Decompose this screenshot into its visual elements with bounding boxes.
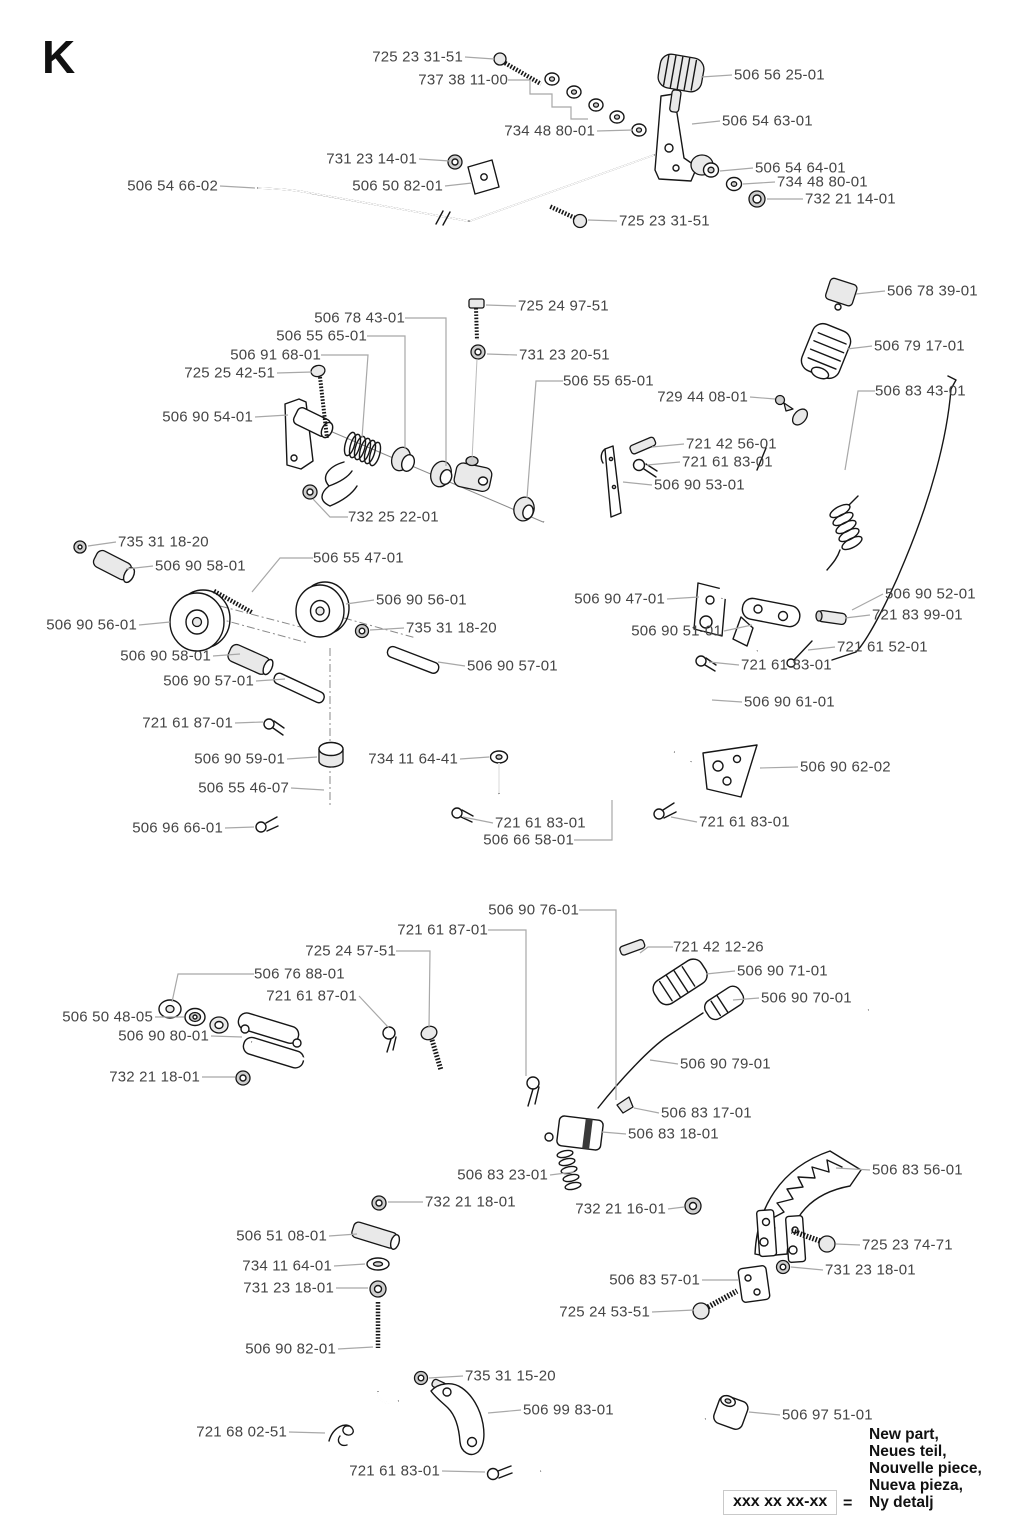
part-label: 506 90 61-01: [744, 693, 835, 711]
part-label: 737 38 11-00: [418, 71, 508, 89]
part-label: 721 61 87-01: [142, 714, 233, 732]
part-label: 721 61 83-01: [741, 656, 832, 674]
leader-line: [465, 57, 494, 59]
part-label: 506 90 58-01: [120, 647, 211, 665]
leader-line: [667, 597, 699, 599]
leader-line: [346, 600, 374, 604]
leader-line: [220, 186, 255, 188]
part-label: 506 76 88-01: [254, 965, 345, 983]
part-label: 506 90 79-01: [680, 1055, 771, 1073]
leader-line: [623, 482, 652, 485]
part-label: 506 83 23-01: [457, 1166, 548, 1184]
legend-line: Ny detalj: [869, 1494, 934, 1511]
leader-line: [419, 159, 450, 161]
legend-part-number-box: xxx xx xx-xx: [723, 1490, 837, 1515]
leader-line: [720, 168, 753, 171]
leader-line: [579, 910, 616, 1100]
leader-line: [289, 1432, 325, 1433]
leader-line: [460, 757, 489, 759]
part-label: 731 23 14-01: [326, 150, 417, 168]
part-label: 506 90 62-02: [800, 758, 891, 776]
part-label: 506 90 54-01: [162, 408, 253, 426]
part-label: 735 31 18-20: [118, 533, 209, 551]
part-label: 506 55 46-07: [198, 779, 289, 797]
part-label: 506 90 53-01: [654, 476, 745, 494]
leader-line: [313, 499, 348, 517]
leader-line: [396, 951, 430, 1028]
leader-line: [652, 444, 684, 447]
leader-line: [602, 1132, 626, 1134]
part-label: 506 90 76-01: [488, 901, 579, 919]
part-label: 734 48 80-01: [777, 173, 868, 191]
legend-new-part-text: [869, 1426, 982, 1511]
leader-line: [235, 722, 263, 723]
leader-line: [486, 305, 516, 306]
leader-line: [488, 930, 526, 1076]
leader-line: [749, 1412, 780, 1415]
part-label: 506 90 52-01: [885, 585, 976, 603]
part-label: 725 25 42-51: [184, 364, 275, 382]
leader-line: [856, 291, 885, 294]
leader-line: [588, 220, 617, 221]
part-label: 506 83 18-01: [628, 1125, 719, 1143]
leader-line: [442, 1471, 485, 1472]
part-label: 731 23 20-51: [519, 346, 610, 364]
leader-line: [252, 558, 313, 592]
legend-line: Neues teil,: [869, 1443, 947, 1460]
leader-line: [652, 1310, 694, 1312]
leader-line: [750, 397, 775, 399]
part-label: 721 61 83-01: [495, 814, 586, 832]
leader-line: [597, 130, 633, 131]
part-label: 506 78 43-01: [314, 309, 405, 327]
leader-line: [808, 647, 835, 650]
part-label: 721 61 83-01: [349, 1462, 440, 1480]
legend-equals-sign: =: [843, 1495, 853, 1512]
part-label: 731 23 18-01: [243, 1279, 334, 1297]
part-label: 506 90 57-01: [467, 657, 558, 675]
page-section-letter: K: [42, 31, 76, 83]
leader-line: [743, 182, 775, 184]
part-label: 735 31 18-20: [406, 619, 497, 637]
leader-line: [668, 1207, 684, 1209]
part-label: 732 21 18-01: [109, 1068, 200, 1086]
part-label: 721 61 87-01: [266, 987, 357, 1005]
leader-line: [445, 183, 472, 186]
part-label: 725 23 31-51: [372, 48, 463, 66]
leader-line: [847, 346, 872, 349]
leader-line: [487, 354, 517, 355]
part-label: 506 90 70-01: [761, 989, 852, 1007]
legend-line: Nouvelle piece,: [869, 1460, 982, 1477]
part-label: 732 25 22-01: [348, 508, 439, 526]
leader-line: [845, 391, 875, 470]
part-label: 506 54 66-02: [127, 177, 218, 195]
part-label: 729 44 08-01: [657, 388, 748, 406]
part-label: 506 55 65-01: [563, 372, 654, 390]
part-label: 506 96 66-01: [132, 819, 223, 837]
leader-line: [287, 757, 317, 759]
leader-line: [650, 1060, 678, 1064]
part-label: 506 50 82-01: [352, 177, 443, 195]
leader-line: [429, 1376, 463, 1378]
part-label: 734 11 64-01: [242, 1257, 332, 1275]
part-label: 721 83 99-01: [872, 606, 963, 624]
leader-line: [488, 1410, 521, 1413]
part-label: 732 21 16-01: [575, 1200, 666, 1218]
leader-line: [88, 542, 116, 546]
leader-line: [334, 1264, 365, 1266]
leader-line: [255, 415, 288, 417]
part-label: 735 31 15-20: [465, 1367, 556, 1385]
leader-line: [640, 947, 673, 953]
leader-line: [647, 462, 680, 465]
part-label: 506 83 17-01: [661, 1104, 752, 1122]
part-label: 506 90 51-01: [631, 622, 722, 640]
part-label: 725 24 53-51: [559, 1303, 650, 1321]
leader-line: [211, 1036, 242, 1037]
part-label: 725 24 97-51: [518, 297, 609, 315]
part-label: 506 66 58-01: [483, 831, 574, 849]
part-label: 506 90 71-01: [737, 962, 828, 980]
part-label: 725 23 74-71: [862, 1236, 953, 1254]
throttle-lever-drawing: [258, 48, 765, 230]
part-label: 506 90 57-01: [163, 672, 254, 690]
part-label: 506 91 68-01: [230, 346, 321, 364]
part-label: 506 83 56-01: [872, 1161, 963, 1179]
leader-line: [712, 700, 742, 702]
leader-line: [172, 974, 254, 1002]
leader-line: [760, 767, 798, 768]
part-label: 721 61 52-01: [837, 638, 928, 656]
part-label: 506 54 64-01: [755, 159, 846, 177]
part-label: 506 55 65-01: [276, 327, 367, 345]
leader-line: [701, 75, 732, 77]
leader-line: [791, 1267, 823, 1270]
part-label: 732 21 18-01: [425, 1193, 516, 1211]
part-label: 725 23 31-51: [619, 212, 710, 230]
part-label: 721 61 87-01: [397, 921, 488, 939]
leader-line: [706, 971, 735, 974]
part-label: 506 90 82-01: [245, 1340, 336, 1358]
leader-line: [836, 1244, 860, 1245]
part-label: 506 79 17-01: [874, 337, 965, 355]
part-label: 732 21 14-01: [805, 190, 896, 208]
part-label: 734 11 64-41: [368, 750, 458, 768]
part-label: 506 90 47-01: [574, 590, 665, 608]
part-label: 506 51 08-01: [236, 1227, 327, 1245]
part-label: 506 55 47-01: [313, 549, 404, 567]
part-label: 506 83 57-01: [609, 1271, 700, 1289]
leader-line: [671, 817, 697, 822]
leader-line: [527, 381, 563, 498]
leader-line: [634, 1108, 659, 1113]
leader-line: [367, 336, 405, 449]
part-label: 506 90 58-01: [155, 557, 246, 575]
leader-line: [438, 662, 465, 666]
leader-line: [139, 622, 170, 625]
leader-line: [225, 827, 254, 828]
part-label: 721 61 83-01: [682, 453, 773, 471]
part-label: 721 42 56-01: [686, 435, 777, 453]
part-label: 721 42 12-26: [673, 938, 764, 956]
part-label: 721 68 02-51: [196, 1423, 287, 1441]
leader-line: [359, 996, 389, 1028]
leader-line: [845, 615, 870, 618]
part-label: 506 90 56-01: [46, 616, 137, 634]
leader-line: [277, 372, 312, 373]
legend-line: Nueva pieza,: [869, 1477, 963, 1494]
part-label: 731 23 18-01: [825, 1261, 916, 1279]
leader-line: [338, 1347, 373, 1349]
leader-line: [291, 788, 324, 790]
legend-line: New part,: [869, 1426, 939, 1443]
part-label: 506 90 56-01: [376, 591, 467, 609]
part-label: 725 24 57-51: [305, 942, 396, 960]
part-label: 506 78 39-01: [887, 282, 978, 300]
leader-line: [692, 121, 720, 124]
part-label: 506 90 80-01: [118, 1027, 209, 1045]
part-label: 506 97 51-01: [782, 1406, 873, 1424]
part-label: 721 61 83-01: [699, 813, 790, 831]
part-label: 506 50 48-05: [62, 1008, 153, 1026]
part-label: 734 48 80-01: [504, 122, 595, 140]
part-label: 506 99 83-01: [523, 1401, 614, 1419]
part-label: 506 90 59-01: [194, 750, 285, 768]
part-label: 506 83 43-01: [875, 382, 966, 400]
part-label: 506 54 63-01: [722, 112, 813, 130]
leader-line: [405, 318, 446, 466]
part-label: 506 56 25-01: [734, 66, 825, 84]
